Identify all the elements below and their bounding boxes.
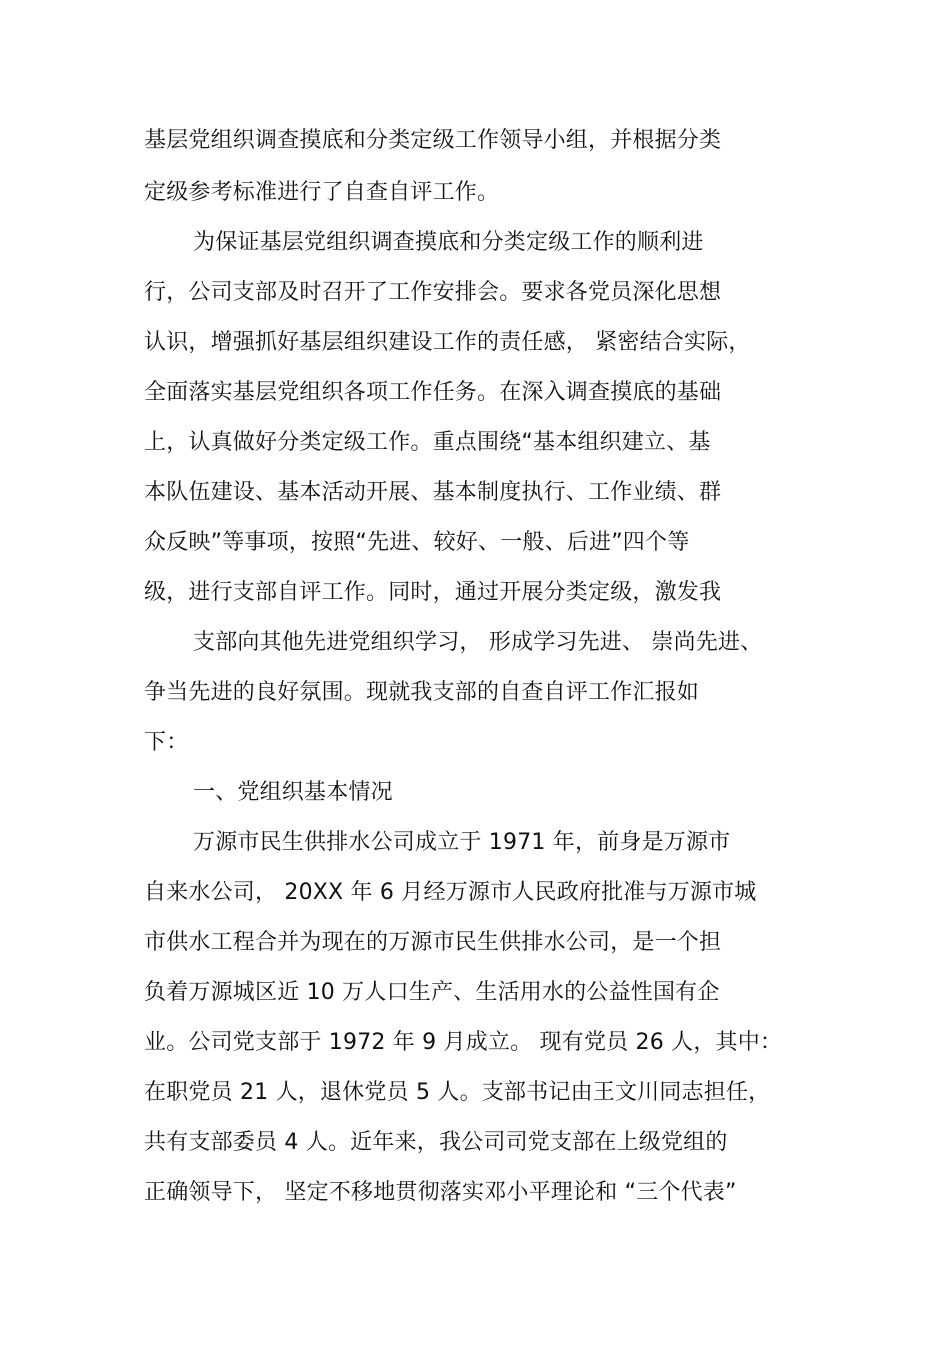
text-line: 本队伍建设、基本活动开展、基本制度执行、工作业绩、群 — [144, 480, 722, 505]
text-line: 支部向其他先进党组织学习， 形成学习先进、 崇尚先进、 — [193, 630, 763, 655]
text-line: 下： — [144, 730, 189, 755]
text-line: 基层党组织调查摸底和分类定级工作领导小组，并根据分类 — [144, 128, 722, 153]
text-line: 负着万源城区近 10 万人口生产、生活用水的公益性国有企 — [144, 980, 720, 1005]
section-heading: 一、党组织基本情况 — [193, 780, 393, 805]
text-line: 争当先进的良好氛围。现就我支部的自查自评工作汇报如 — [144, 680, 700, 705]
text-line: 为保证基层党组织调查摸底和分类定级工作的顺利进 — [193, 230, 704, 255]
text-line: 上，认真做好分类定级工作。重点围绕“基本组织建立、基 — [144, 430, 711, 455]
text-line: 级，进行支部自评工作。同时，通过开展分类定级，激发我 — [144, 580, 722, 605]
text-line: 全面落实基层党组织各项工作任务。在深入调查摸底的基础 — [144, 380, 722, 405]
text-line: 业。公司党支部于 1972 年 9 月成立。 现有党员 26 人，其中： — [144, 1030, 783, 1055]
text-line: 自来水公司， 20XX 年 6 月经万源市人民政府批准与万源市城 — [144, 880, 757, 905]
text-line: 正确领导下， 坚定不移地贯彻落实邓小平理论和 “三个代表” — [144, 1180, 737, 1205]
text-line: 万源市民生供排水公司成立于 1971 年，前身是万源市 — [193, 830, 731, 855]
text-line: 众反映”等事项，按照“先进、较好、一般、后进”四个等 — [144, 530, 690, 555]
text-line: 认识，增强抓好基层组织建设工作的责任感， 紧密结合实际， — [144, 330, 751, 355]
text-line: 定级参考标准进行了自查自评工作。 — [144, 180, 500, 205]
text-line: 在职党员 21 人，退休党员 5 人。支部书记由王文川同志担任， — [144, 1080, 771, 1105]
text-line: 市供水工程合并为现在的万源市民生供排水公司，是一个担 — [144, 930, 722, 955]
text-line: 行，公司支部及时召开了工作安排会。要求各党员深化思想 — [144, 280, 722, 305]
text-line: 共有支部委员 4 人。近年来，我公司司党支部在上级党组的 — [144, 1130, 728, 1155]
